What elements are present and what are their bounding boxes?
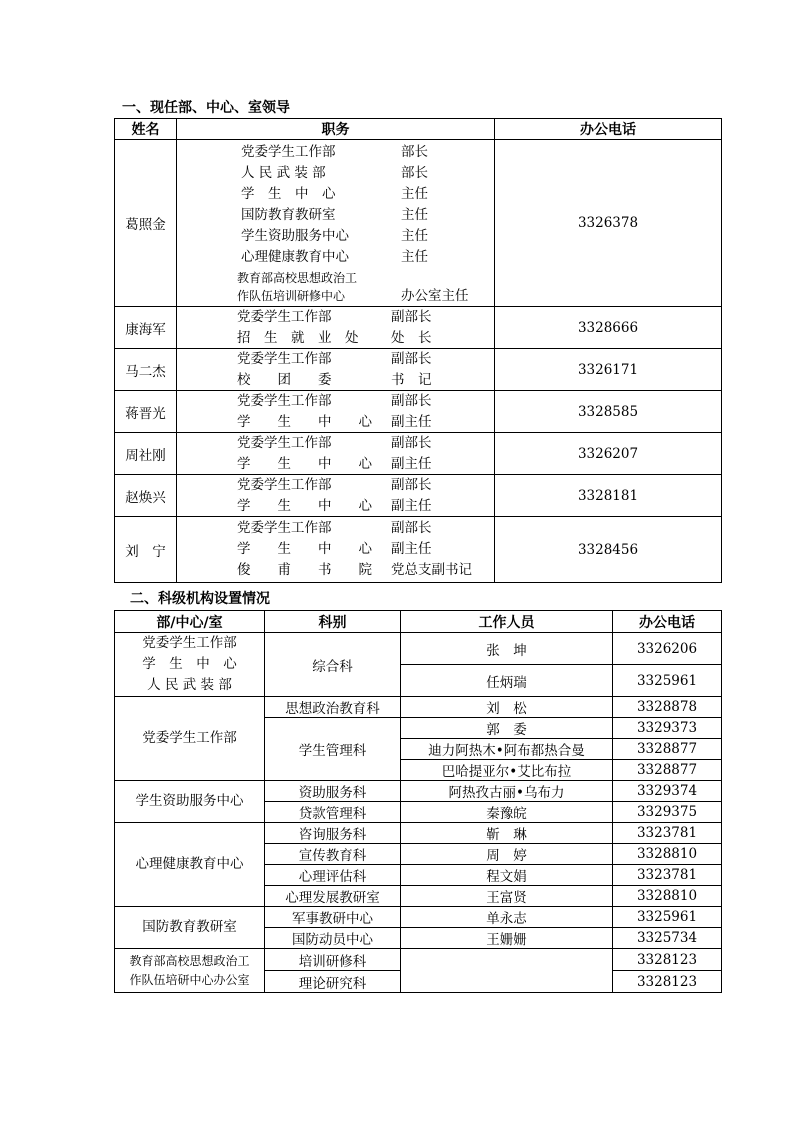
phone-cell: 3323781 — [613, 823, 722, 844]
dept-line: 学生资助服务中心 — [135, 793, 244, 809]
duty-position: 副主任 — [391, 498, 432, 514]
duty-position: 主任 — [401, 249, 428, 265]
phone-cell: 3325961 — [613, 665, 722, 697]
section1-title: 一、现任部、中心、室领导 — [122, 100, 290, 116]
phone-cell: 3328123 — [613, 949, 722, 971]
duty-org: 人 民 武 装 部 — [241, 165, 326, 181]
leader-duties — [177, 391, 495, 433]
staff-cell — [401, 949, 613, 993]
duty-position: 副主任 — [391, 456, 432, 472]
leader-phone: 3326378 — [495, 140, 722, 307]
duty-position: 副部长 — [391, 477, 432, 493]
duty-position: 副部长 — [391, 393, 432, 409]
duty-org: 作队伍培训研修中心 — [237, 289, 346, 303]
phone-cell: 3328123 — [613, 971, 722, 993]
staff-cell: 张 坤 — [401, 633, 613, 665]
duty-org: 学 生 中 心 — [237, 456, 372, 472]
section-cell: 贷款管理科 — [265, 802, 401, 823]
duty-position: 书 记 — [391, 372, 432, 388]
duty-org: 党委学生工作部 — [237, 520, 332, 536]
sections-table — [114, 610, 722, 993]
section-cell: 综合科 — [265, 633, 401, 697]
phone-cell: 3328810 — [613, 844, 722, 865]
section-cell: 军事教研中心 — [265, 907, 401, 928]
section-cell: 国防动员中心 — [265, 928, 401, 949]
section-cell: 资助服务科 — [265, 781, 401, 802]
duty-org: 教育部高校思想政治工 — [237, 271, 358, 285]
duty-position: 副主任 — [391, 541, 432, 557]
leader-row — [115, 517, 722, 583]
duty-org: 党委学生工作部 — [237, 477, 332, 493]
section-cell: 心理评估科 — [265, 865, 401, 886]
duty-org: 党委学生工作部 — [237, 351, 332, 367]
dept-line: 心理健康教育中心 — [135, 856, 244, 872]
phone-cell: 3323781 — [613, 865, 722, 886]
staff-cell: 刘 松 — [401, 697, 613, 718]
header-phone: 办公电话 — [613, 611, 722, 633]
leader-name: 康海军 — [115, 307, 177, 349]
leader-name: 蒋晋光 — [115, 391, 177, 433]
duty-org: 学 生 中 心 — [237, 414, 372, 430]
header-duty: 职务 — [177, 119, 495, 140]
duty-position: 副部长 — [391, 435, 432, 451]
staff-cell: 程文娟 — [401, 865, 613, 886]
leader-row — [115, 349, 722, 391]
table-row — [115, 949, 722, 971]
leader-name: 赵焕兴 — [115, 475, 177, 517]
leader-duties — [177, 475, 495, 517]
duty-position: 主任 — [401, 207, 428, 223]
leader-duties — [177, 140, 495, 307]
section-cell: 理论研究科 — [265, 971, 401, 993]
duty-org: 党委学生工作部 — [237, 393, 332, 409]
dept-line: 作队伍培研中心办公室 — [129, 972, 250, 987]
dept-cell — [115, 781, 265, 823]
leader-name: 刘 宁 — [115, 517, 177, 583]
dept-cell — [115, 633, 265, 697]
phone-cell: 3329374 — [613, 781, 722, 802]
phone-cell: 3328878 — [613, 697, 722, 718]
leader-phone: 3326207 — [495, 433, 722, 475]
section-cell: 咨询服务科 — [265, 823, 401, 844]
duty-position: 副部长 — [391, 309, 432, 325]
table-row — [115, 907, 722, 928]
leader-duties — [177, 349, 495, 391]
leader-row — [115, 475, 722, 517]
section-cell: 宣传教育科 — [265, 844, 401, 865]
leader-phone: 3328456 — [495, 517, 722, 583]
table-row — [115, 633, 722, 665]
staff-cell: 王姗姗 — [401, 928, 613, 949]
duty-org: 党委学生工作部 — [237, 435, 332, 451]
section-cell: 心理发展教研室 — [265, 886, 401, 907]
leader-name: 马二杰 — [115, 349, 177, 391]
phone-cell: 3328810 — [613, 886, 722, 907]
leader-name: 葛照金 — [115, 140, 177, 307]
phone-cell: 3325961 — [613, 907, 722, 928]
staff-cell: 靳 琳 — [401, 823, 613, 844]
duty-org: 学生资助服务中心 — [241, 228, 349, 244]
phone-cell: 3329375 — [613, 802, 722, 823]
duty-org: 学 生 中 心 — [237, 541, 372, 557]
duty-org: 俊 甫 书 院 — [237, 562, 372, 578]
header-phone: 办公电话 — [495, 119, 722, 140]
duty-position: 副主任 — [391, 414, 432, 430]
phone-cell: 3326206 — [613, 633, 722, 665]
leader-phone: 3328666 — [495, 307, 722, 349]
dept-cell — [115, 949, 265, 993]
duty-position: 办公室主任 — [401, 288, 469, 304]
duty-position: 党总支副书记 — [391, 562, 472, 578]
section-cell: 培训研修科 — [265, 949, 401, 971]
leader-row — [115, 433, 722, 475]
duty-org: 心理健康教育中心 — [241, 249, 349, 265]
section-cell: 学生管理科 — [265, 718, 401, 781]
header-section: 科别 — [265, 611, 401, 633]
dept-line: 人 民 武 装 部 — [147, 677, 232, 693]
header-dept: 部/中心/室 — [115, 611, 265, 633]
leader-phone: 3328585 — [495, 391, 722, 433]
staff-cell: 秦豫皖 — [401, 802, 613, 823]
phone-cell: 3328877 — [613, 760, 722, 781]
phone-cell: 3325734 — [613, 928, 722, 949]
duty-org: 学 生 中 心 — [237, 498, 372, 514]
duty-position: 部长 — [401, 165, 428, 181]
dept-line: 国防教育教研室 — [142, 919, 237, 935]
dept-line: 党委学生工作部 — [142, 635, 237, 651]
dept-cell — [115, 907, 265, 949]
dept-cell — [115, 823, 265, 907]
leader-duties — [177, 517, 495, 583]
leader-duties — [177, 307, 495, 349]
duty-position: 副部长 — [391, 351, 432, 367]
header-staff: 工作人员 — [401, 611, 613, 633]
dept-line: 教育部高校思想政治工 — [129, 953, 250, 968]
duty-org: 国防教育教研室 — [241, 207, 336, 223]
duty-position: 处 长 — [391, 330, 432, 346]
header-name: 姓名 — [115, 119, 177, 140]
leader-row — [115, 391, 722, 433]
staff-cell: 巴哈提亚尔•艾比布拉 — [401, 760, 613, 781]
staff-cell: 王富贤 — [401, 886, 613, 907]
duty-org: 党委学生工作部 — [241, 144, 336, 160]
staff-cell: 任炳瑞 — [401, 665, 613, 697]
leader-phone: 3328181 — [495, 475, 722, 517]
duty-org: 校 团 委 — [237, 372, 332, 388]
section-cell: 思想政治教育科 — [265, 697, 401, 718]
duty-position: 主任 — [401, 228, 428, 244]
phone-cell: 3329373 — [613, 718, 722, 739]
duty-position: 副部长 — [391, 520, 432, 536]
duty-position: 部长 — [401, 144, 428, 160]
staff-cell: 迪力阿热木•阿布都热合曼 — [401, 739, 613, 760]
duty-org: 党委学生工作部 — [237, 309, 332, 325]
dept-cell — [115, 697, 265, 781]
duty-position: 主任 — [401, 186, 428, 202]
leader-name: 周社刚 — [115, 433, 177, 475]
duty-org: 学 生 中 心 — [241, 186, 336, 202]
leader-phone: 3326171 — [495, 349, 722, 391]
leaders-table — [114, 118, 722, 583]
staff-cell: 周 婷 — [401, 844, 613, 865]
section2-title: 二、科级机构设置情况 — [130, 591, 270, 607]
staff-cell: 阿热孜古丽•乌布力 — [401, 781, 613, 802]
staff-cell: 郭 委 — [401, 718, 613, 739]
leader-duties — [177, 433, 495, 475]
leader-row — [115, 140, 722, 307]
table-row — [115, 823, 722, 844]
phone-cell: 3328877 — [613, 739, 722, 760]
staff-cell: 单永志 — [401, 907, 613, 928]
dept-line: 党委学生工作部 — [142, 730, 237, 746]
dept-line: 学 生 中 心 — [142, 656, 237, 672]
duty-org: 招 生 就 业 处 — [237, 330, 359, 346]
leader-row — [115, 307, 722, 349]
table-row — [115, 781, 722, 802]
table-row — [115, 697, 722, 718]
